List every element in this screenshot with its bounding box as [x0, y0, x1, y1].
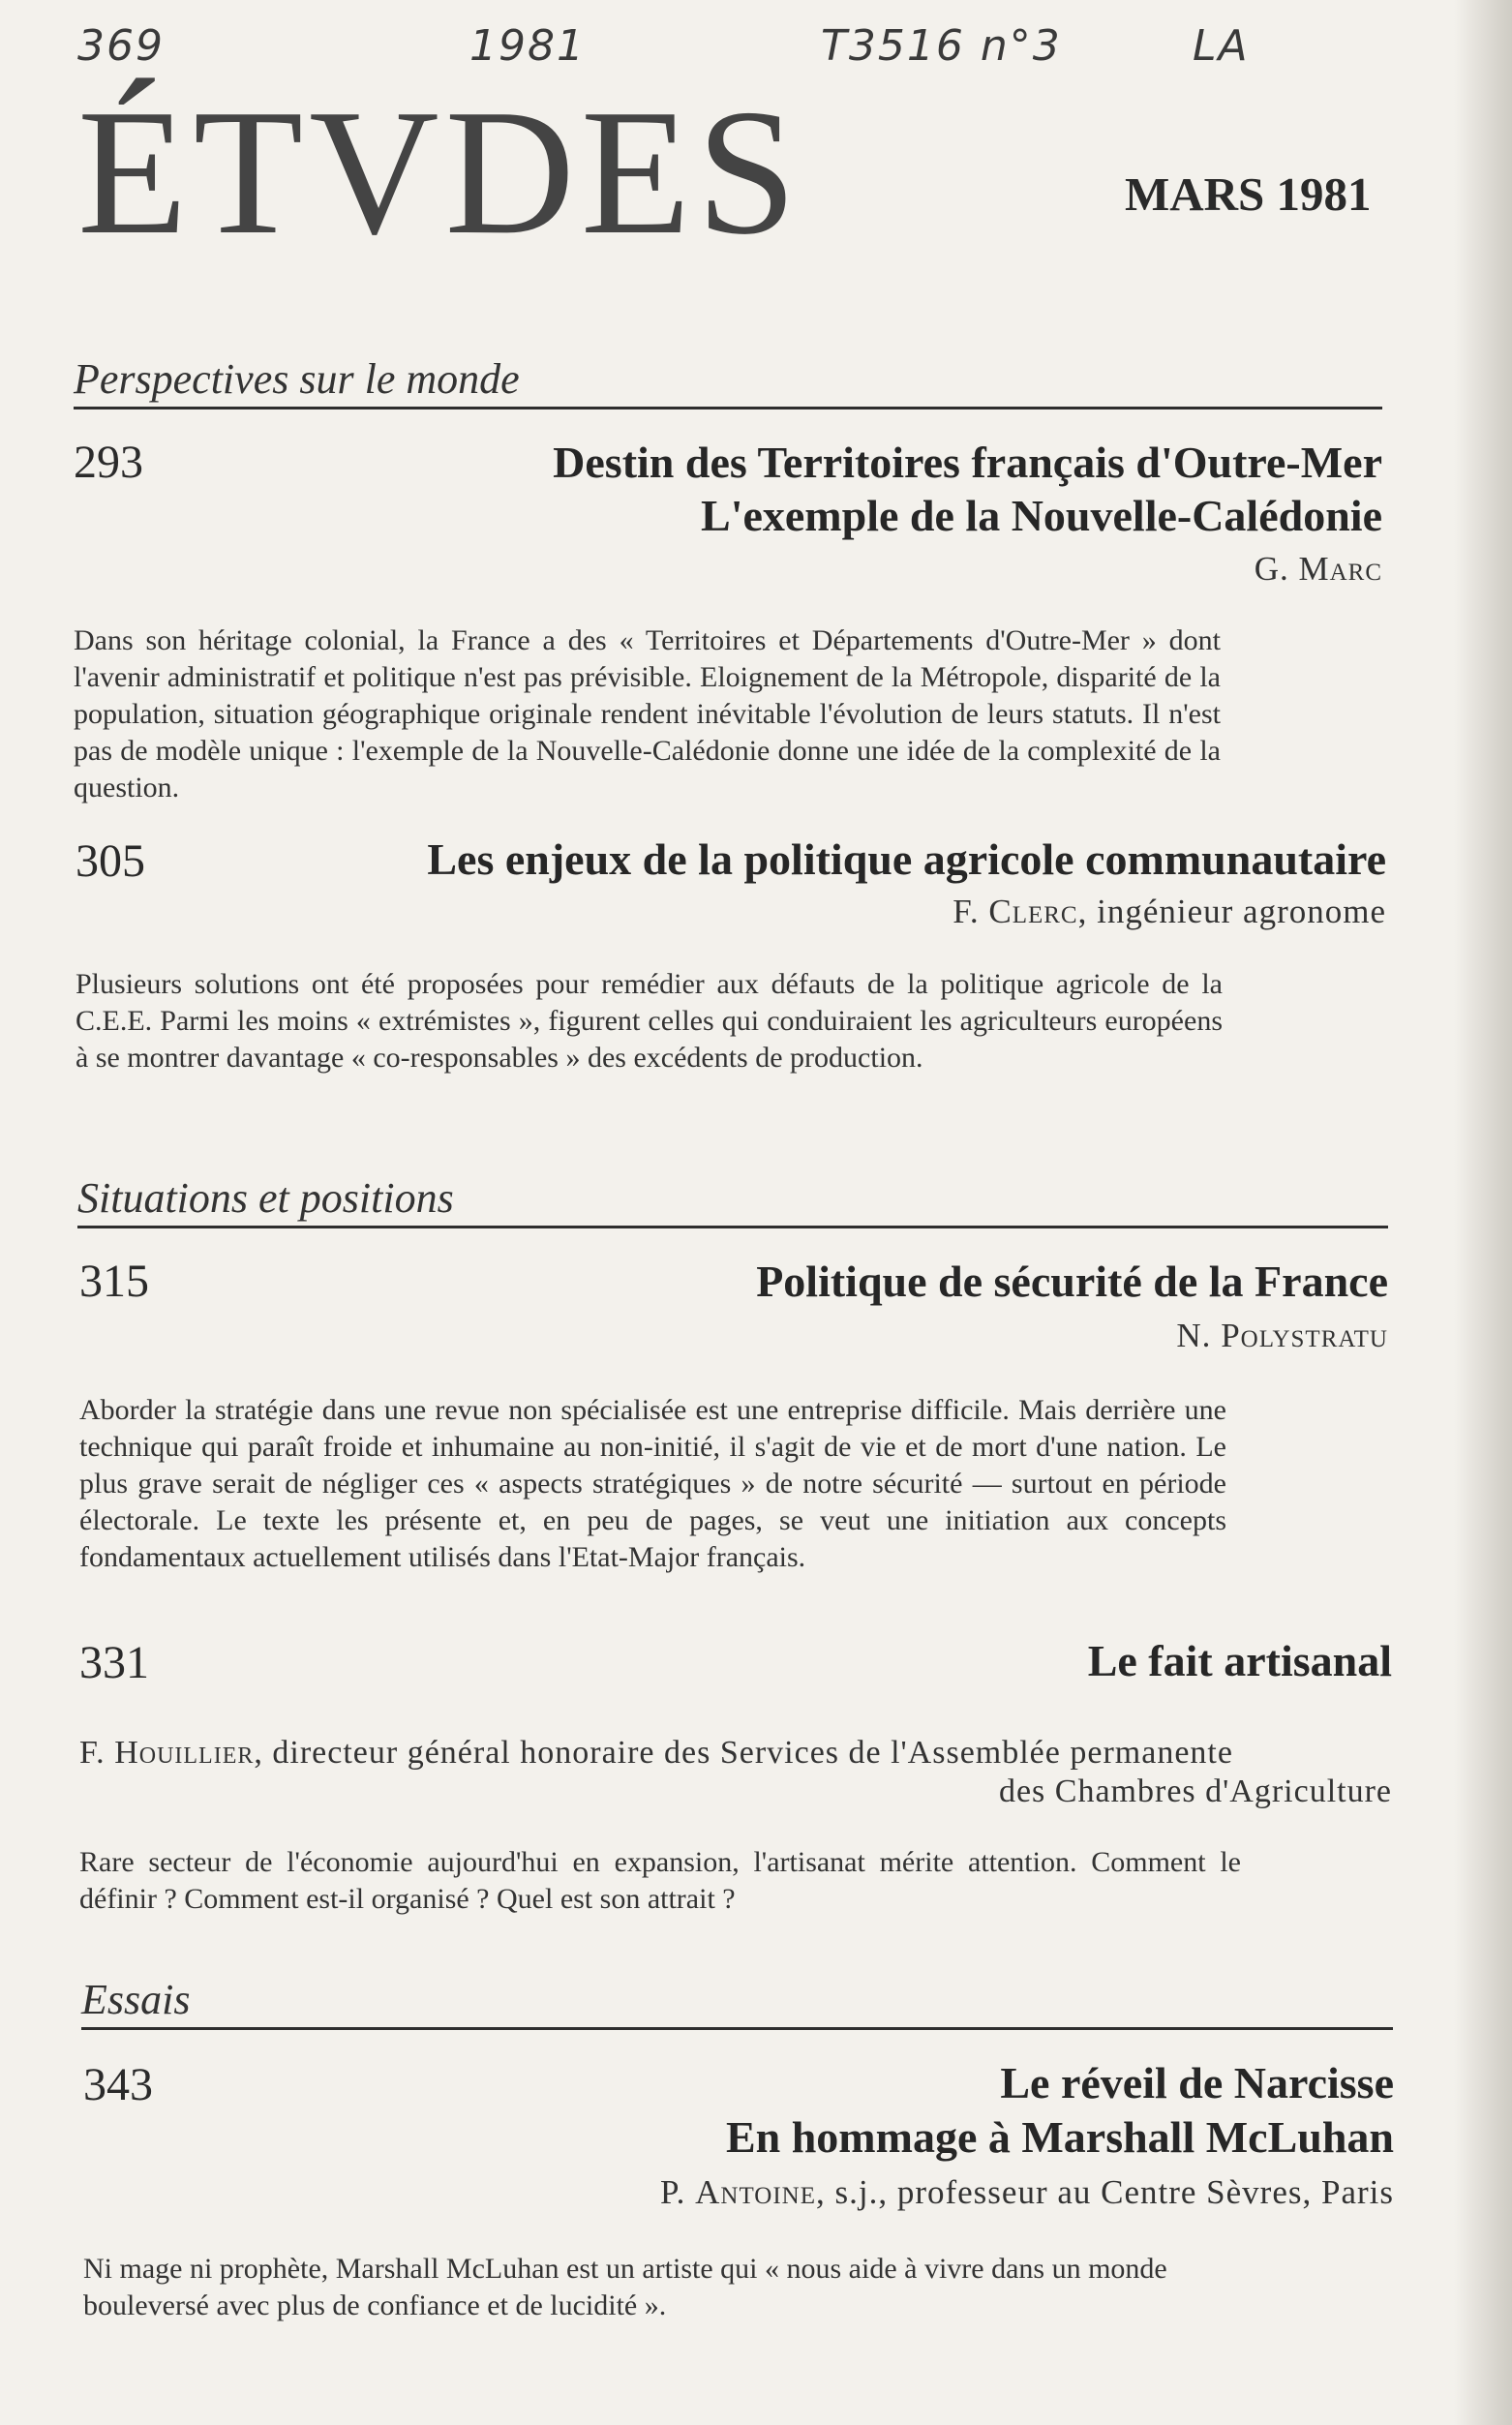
- article-author: [387, 550, 1382, 589]
- author-name: Marc: [1298, 550, 1382, 588]
- author-affiliation: , ingénieur agronome: [1077, 893, 1386, 930]
- section-heading: Essais: [81, 1976, 191, 2023]
- article-title[interactable]: [387, 1255, 1388, 1313]
- section-heading: Perspectives sur le monde: [74, 355, 520, 403]
- article-title[interactable]: [387, 2056, 1394, 2172]
- article-author: [387, 2173, 1394, 2212]
- page-edge-shadow: [1454, 0, 1512, 2425]
- author-name: Clerc: [988, 893, 1078, 930]
- article-author: [290, 893, 1386, 931]
- author-initial: G.: [1254, 550, 1299, 588]
- author-affiliation-line: des Chambres d'Agriculture: [998, 1773, 1392, 1809]
- article-title-line: Destin des Territoires français d'Outre-Mer: [553, 438, 1382, 487]
- author-initial: N.: [1176, 1317, 1222, 1354]
- author-affiliation: , directeur général honoraire des Services de l'Assemblée permanente: [254, 1735, 1233, 1771]
- article-title-line: Le fait artisanal: [1087, 1636, 1392, 1685]
- article-title[interactable]: [387, 1634, 1392, 1692]
- article-title-line: En hommage à Marshall McLuhan: [725, 2112, 1394, 2162]
- article-title[interactable]: [290, 833, 1386, 891]
- handwritten-annotation: T3516 n°3: [821, 21, 1062, 71]
- article-title-line: Le réveil de Narcisse: [1000, 2058, 1394, 2107]
- author-initial: P.: [660, 2173, 696, 2211]
- author-name: Antoine: [695, 2173, 816, 2211]
- article-title-line: Politique de sécurité de la France: [756, 1257, 1388, 1306]
- author-name: Polystratu: [1221, 1317, 1388, 1354]
- author-name: Houillier: [114, 1735, 255, 1771]
- page-number: 343: [83, 2059, 153, 2110]
- article-title-line: Les enjeux de la politique agricole communautaire: [427, 834, 1386, 884]
- page-number: 315: [79, 1256, 149, 1307]
- section-heading: Situations et positions: [77, 1174, 454, 1222]
- author-initial: F.: [953, 893, 989, 930]
- section-rule: [77, 1226, 1388, 1228]
- author-initial: F.: [79, 1735, 115, 1771]
- article-abstract: Dans son héritage colonial, la France a des « Territoires et Départements d'Outre-Mer » dont l'avenir administratif et politique n'est pas prévisible. Eloignement de la Métropole, disparité de la population, situation géographique originale rendent inévitable l'évolution de leurs statuts. Il n'est pas de modèle unique : l'exemple de la Nouvelle-Calédonie donne une idée de la complexité de la question.: [74, 624, 1221, 803]
- article-author: [79, 1734, 1392, 1811]
- page-number: 293: [74, 437, 143, 488]
- handwritten-annotation: LA: [1193, 21, 1250, 71]
- author-affiliation: , s.j., professeur au Centre Sèvres, Paris: [815, 2173, 1394, 2211]
- article-abstract: Aborder la stratégie dans une revue non spécialisée est une entreprise difficile. Mais derrière une technique qui paraît froide et inhumaine au non-initié, il s'agit de vie et de mort d'une nation. Le plus grave serait de négliger ces « aspects stratégiques » de notre sécurité — surtout en période électorale. Le texte les présente et, en peu de pages, se veut une initiation aux concepts fondamentaux actuellement utilisés dans l'Etat-Major français.: [79, 1394, 1226, 1573]
- article-abstract: Ni mage ni prophète, Marshall McLuhan est un artiste qui « nous aide à vivre dans un monde bouleversé avec plus de confiance et de lucidité ».: [83, 2253, 1167, 2321]
- article-title[interactable]: [387, 436, 1382, 552]
- handwritten-annotation: 369: [77, 21, 165, 71]
- article-title-line: L'exemple de la Nouvelle-Calédonie: [701, 491, 1382, 540]
- page-number: 305: [76, 835, 145, 887]
- handwritten-annotation: 1981: [469, 21, 586, 71]
- article-author: [387, 1317, 1388, 1355]
- author-line: [79, 1734, 1392, 1773]
- section-rule: [74, 407, 1382, 409]
- article-abstract: Rare secteur de l'économie aujourd'hui en expansion, l'artisanat mérite attention. Comment le définir ? Comment est-il organisé ? Quel est son attrait ?: [79, 1846, 1241, 1915]
- article-abstract: Plusieurs solutions ont été proposées pour remédier aux défauts de la politique agricole de la C.E.E. Parmi les moins « extrémistes », figurent celles qui conduiraient les agriculteurs européens à se montrer davantage « co-responsables » des excédents de production.: [76, 968, 1223, 1074]
- section-rule: [81, 2027, 1393, 2030]
- issue-date: MARS 1981: [1125, 167, 1372, 221]
- journal-masthead: ÉTVDES: [77, 73, 802, 272]
- page-number: 331: [79, 1637, 149, 1688]
